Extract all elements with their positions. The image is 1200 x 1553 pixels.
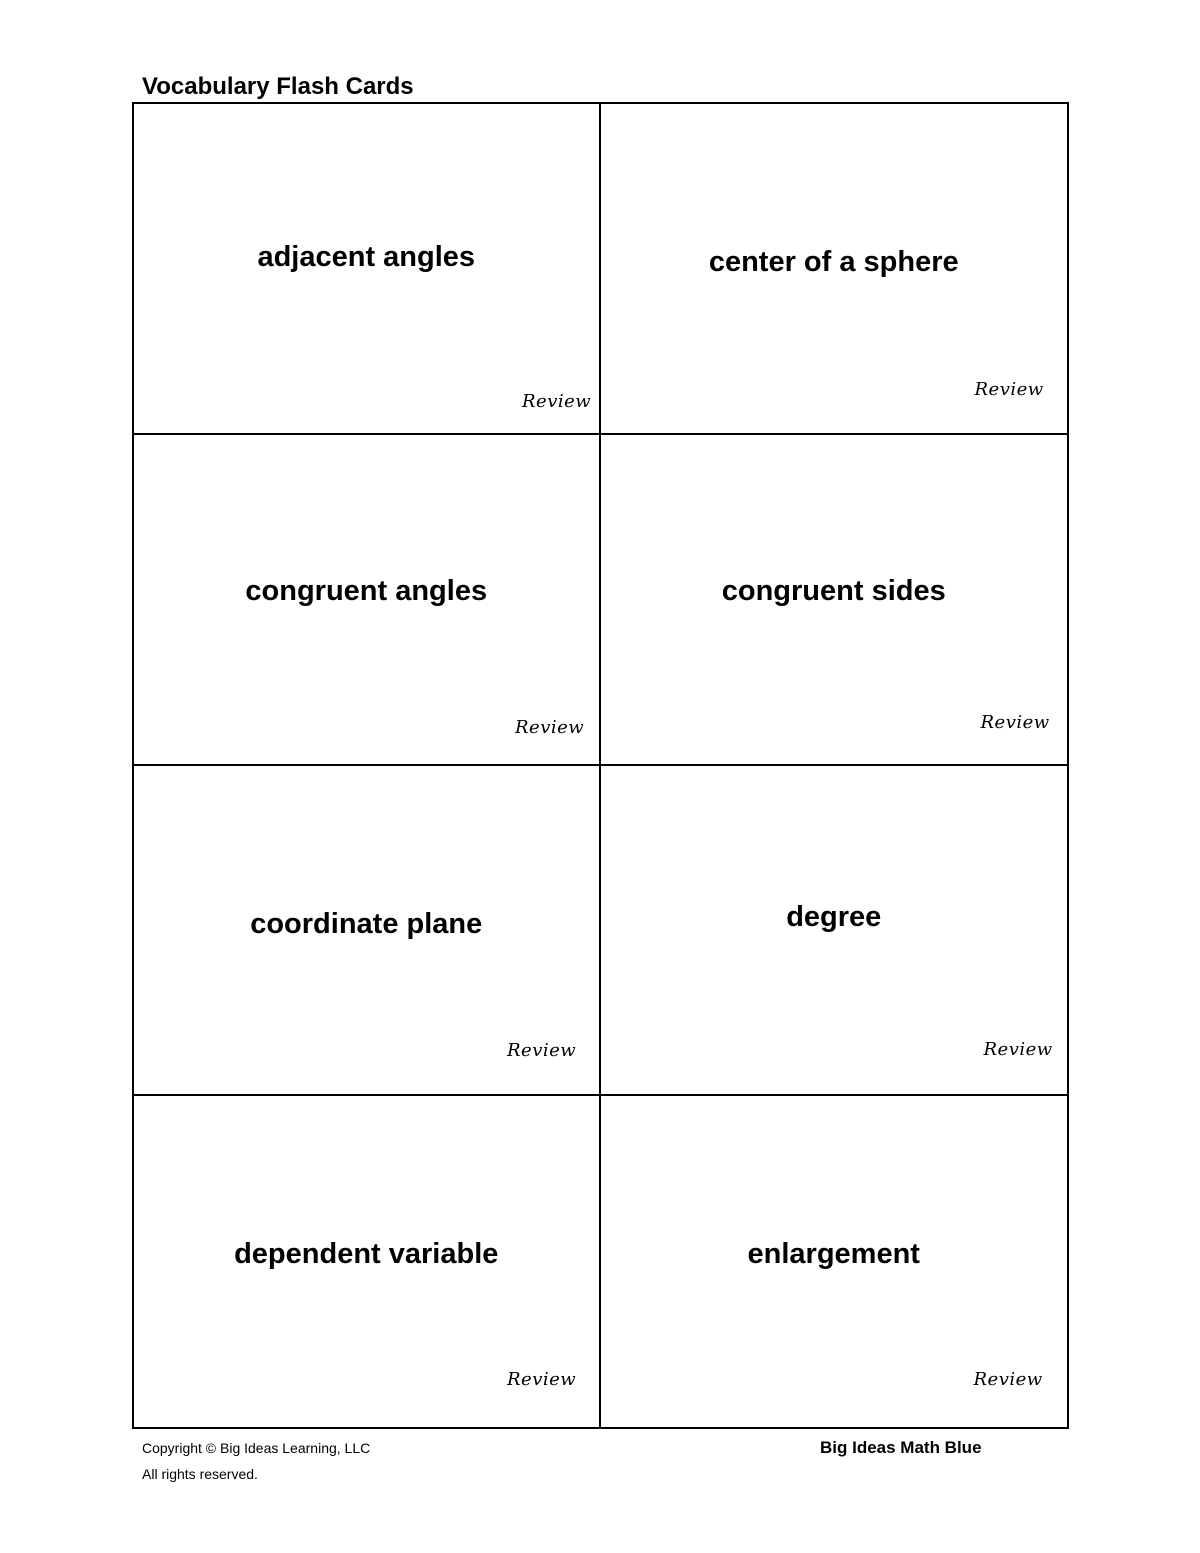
- card-review-label: Review: [515, 716, 585, 738]
- flash-card: [134, 766, 601, 1097]
- footer-copyright: Copyright © Big Ideas Learning, LLC: [142, 1440, 371, 1456]
- page-title: Vocabulary Flash Cards: [142, 73, 414, 100]
- card-term: adjacent angles: [257, 241, 476, 273]
- flash-card: [134, 435, 601, 766]
- card-review-label: Review: [507, 1039, 577, 1061]
- flash-card: [601, 1096, 1068, 1427]
- card-review-label: Review: [507, 1369, 577, 1391]
- card-review-label: Review: [973, 1369, 1043, 1391]
- card-review-label: Review: [974, 379, 1044, 400]
- card-review-label: Review: [522, 391, 592, 412]
- footer-rights: All rights reserved.: [142, 1466, 258, 1482]
- card-term: degree: [786, 900, 882, 933]
- card-term: congruent angles: [245, 574, 488, 607]
- card-term: congruent sides: [721, 574, 946, 607]
- flash-card: [601, 104, 1068, 435]
- flash-card-grid: [132, 102, 1069, 1429]
- card-term: enlargement: [747, 1238, 920, 1271]
- flash-card: [601, 435, 1068, 766]
- flash-card: [601, 766, 1068, 1097]
- card-term: coordinate plane: [250, 907, 483, 940]
- footer-brand: Big Ideas Math Blue: [820, 1438, 982, 1457]
- card-review-label: Review: [983, 1038, 1053, 1060]
- card-term: dependent variable: [234, 1238, 499, 1271]
- flash-card: [134, 104, 601, 435]
- card-review-label: Review: [980, 711, 1050, 733]
- flash-card: [134, 1096, 601, 1427]
- card-term: center of a sphere: [708, 246, 959, 278]
